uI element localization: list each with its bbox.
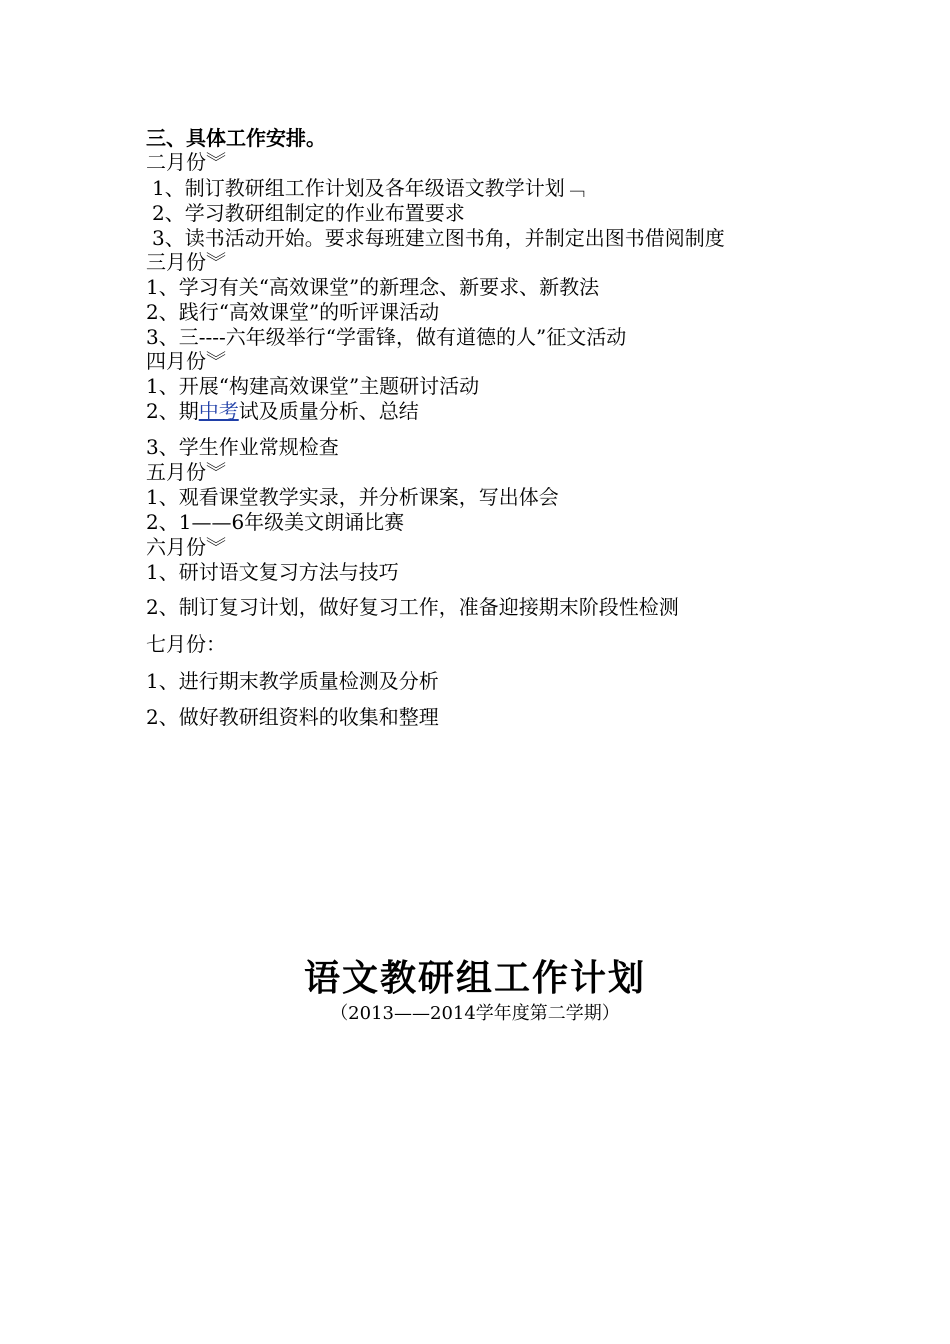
list-item-feb-1: 1、制订教研组工作计划及各年级语文教学计划﹁ <box>152 176 585 200</box>
list-item-jun-1: 1、研讨语文复习方法与技巧 <box>146 560 399 584</box>
month-may-label: 五月份︾ <box>146 460 226 484</box>
month-mar-label: 三月份︾ <box>146 250 226 274</box>
section-heading: 三、具体工作安排。 <box>146 126 326 150</box>
list-item-jun-2: 2、制订复习计划，做好复习工作，准备迎接期末阶段性检测 <box>146 595 679 619</box>
list-item-apr-3: 3、学生作业常规检查 <box>146 435 339 459</box>
list-item-feb-2: 2、学习教研组制定的作业布置要求 <box>152 201 465 225</box>
list-item-mar-3: 3、三----六年级举行“学雷锋，做有道德的人”征文活动 <box>146 325 627 349</box>
list-item-feb-3: 3、读书活动开始。要求每班建立图书角，并制定出图书借阅制度 <box>152 226 725 250</box>
document-subtitle: （2013——2014学年度第二学期） <box>330 1003 620 1024</box>
list-item-jul-1: 1、进行期末教学质量检测及分析 <box>146 669 439 693</box>
list-item-mar-1: 1、学习有关“高效课堂”的新理念、新要求、新教法 <box>146 275 600 299</box>
list-item-may-1: 1、观看课堂教学实录，并分析课案，写出体会 <box>146 485 559 509</box>
list-item-apr-1: 1、开展“构建高效课堂”主题研讨活动 <box>146 374 480 398</box>
list-item-jul-2: 2、做好教研组资料的收集和整理 <box>146 705 439 729</box>
month-apr-label: 四月份︾ <box>146 349 226 373</box>
list-item-apr-2-suffix: 试及质量分析、总结 <box>238 399 419 423</box>
month-jul-label: 七月份： <box>146 632 226 656</box>
month-jun-label: 六月份︾ <box>146 535 226 559</box>
list-item-apr-2 <box>146 399 419 423</box>
list-item-apr-2-prefix: 2、期 <box>146 399 199 423</box>
zhongkao-link[interactable]: 中考 <box>198 399 239 423</box>
list-item-may-2: 2、1——6年级美文朗诵比赛 <box>146 510 405 534</box>
document-title: 语文教研组工作计划 <box>303 957 646 999</box>
month-feb-label: 二月份︾ <box>146 150 226 174</box>
list-item-mar-2: 2、践行“高效课堂”的听评课活动 <box>146 300 440 324</box>
